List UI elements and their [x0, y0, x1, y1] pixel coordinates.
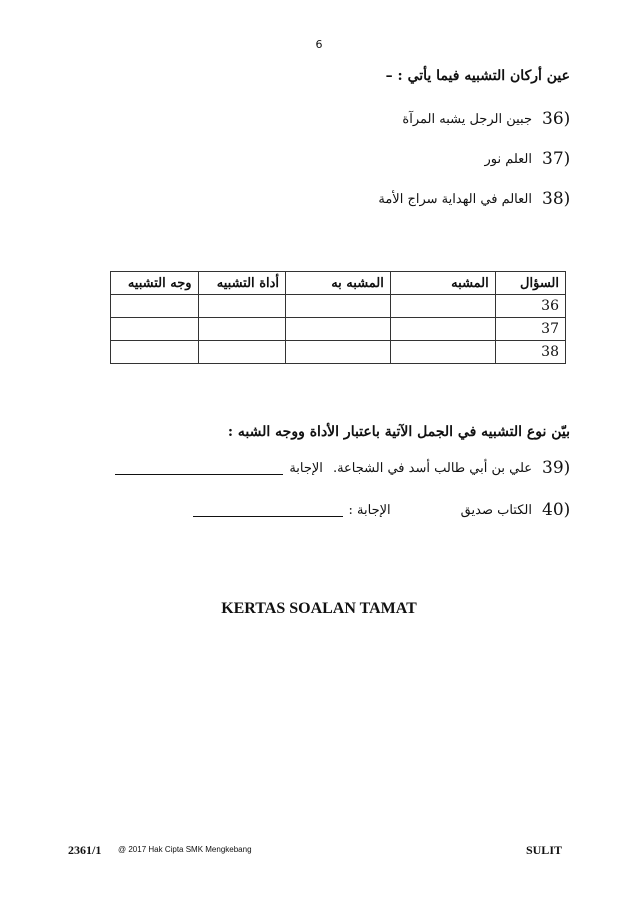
question-text: الكتاب صديق — [460, 502, 532, 518]
section2-heading: بيّن نوع التشبيه في الجمل الآتية باعتبار الأداة ووجه الشبه : — [227, 424, 570, 440]
answer-cell[interactable] — [286, 341, 391, 364]
end-of-paper-text: KERTAS SOALAN TAMAT — [221, 600, 417, 617]
classification-label: SULIT — [525, 843, 562, 857]
question-number: 40) — [542, 500, 571, 520]
answer-cell[interactable] — [111, 295, 199, 318]
question-text: العلم نور — [484, 151, 532, 167]
paper-code: 2361/1 — [68, 843, 102, 857]
question-37 — [484, 148, 570, 170]
answer-line[interactable] — [115, 462, 283, 475]
question-number: 39) — [542, 458, 571, 478]
section1-heading: عين أركان التشبيه فيما يأتي : – — [385, 68, 570, 84]
header-mushabbah: المشبه — [390, 272, 495, 295]
table-row — [111, 295, 566, 318]
answer-cell[interactable] — [390, 295, 495, 318]
question-text: العالم في الهداية سراج الأمة — [378, 191, 532, 207]
table-row — [111, 318, 566, 341]
question-40 — [193, 499, 570, 521]
answer-cell[interactable] — [111, 341, 199, 364]
copyright-text: @ 2017 Hak Cipta SMK Mengkebang — [118, 845, 252, 854]
row-number: 36 — [495, 295, 565, 318]
question-38 — [378, 188, 570, 210]
answer-cell[interactable] — [198, 341, 286, 364]
answer-label: الإجابة : — [348, 502, 391, 518]
question-text: علي بن أبي طالب أسد في الشجاعة. — [332, 460, 532, 476]
table-row — [111, 341, 566, 364]
table-header-row — [111, 272, 566, 295]
answer-cell[interactable] — [111, 318, 199, 341]
answer-label: الإجابة — [289, 460, 323, 476]
question-number: 36) — [542, 109, 571, 129]
page-number: 6 — [315, 38, 323, 51]
answer-cell[interactable] — [286, 318, 391, 341]
row-number: 38 — [495, 341, 565, 364]
question-39 — [115, 457, 570, 479]
header-adat-tashbih: أداة التشبيه — [198, 272, 286, 295]
header-mushabbah-bih: المشبه به — [286, 272, 391, 295]
answer-cell[interactable] — [286, 295, 391, 318]
question-36 — [402, 108, 570, 130]
answer-cell[interactable] — [198, 295, 286, 318]
header-wajh-tashbih: وجه التشبيه — [111, 272, 199, 295]
answer-cell[interactable] — [390, 318, 495, 341]
question-text: جبين الرجل يشبه المرآة — [402, 111, 532, 127]
answer-table — [110, 271, 566, 364]
answer-line[interactable] — [193, 504, 343, 517]
page-footer — [68, 843, 562, 859]
row-number: 37 — [495, 318, 565, 341]
answer-cell[interactable] — [198, 318, 286, 341]
header-question: السؤال — [495, 272, 565, 295]
question-number: 38) — [542, 189, 571, 209]
answer-cell[interactable] — [390, 341, 495, 364]
question-number: 37) — [542, 149, 571, 169]
